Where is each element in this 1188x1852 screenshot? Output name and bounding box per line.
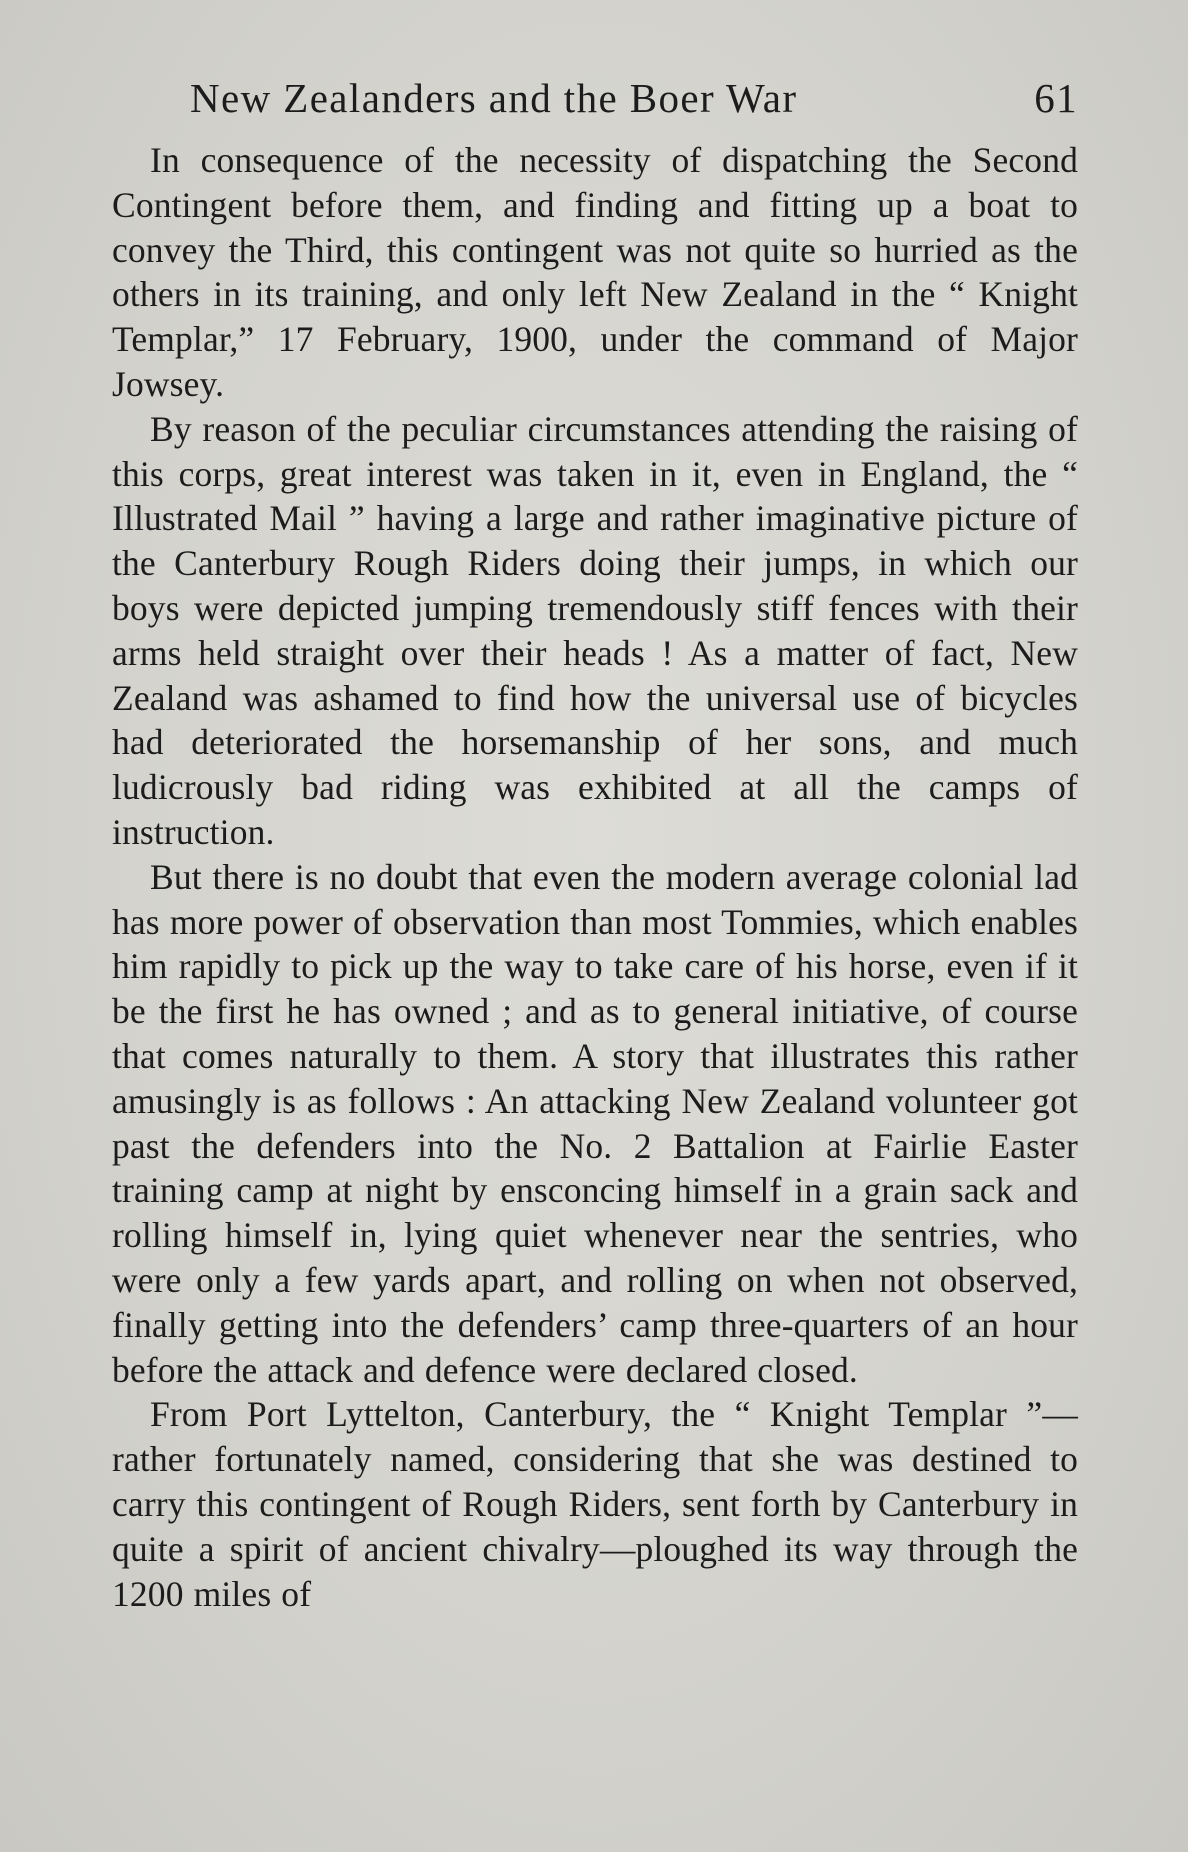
- paragraph: But there is no doubt that even the modern average colonial lad has more power of observation than most Tommies, which enables him rapidly to pick up the way to take care of his horse, even if it be the first he has owned ; and as to general initiative, of course that comes naturally to them. A story that illustrates this rather amusingly is as follows : An attacking New Zealand volunteer got past the defenders into the No. 2 Battalion at Fairlie Easter training camp at night by ensconcing himself in a grain sack and rolling himself in, lying quiet whenever near the sentries, who were only a few yards apart, and rolling on when not observed, finally getting into the defenders’ camp three-quarters of an hour before the attack and defence were declared closed.: [112, 856, 1078, 1390]
- running-header: [190, 70, 1078, 126]
- running-header-title: New Zealanders and the Boer War: [190, 75, 798, 121]
- paragraph: From Port Lyttelton, Canterbury, the “ Knight Templar ”—rather fortunately named, considering that she was destined to carry this contingent of Rough Riders, sent forth by Canterbury in quite a spirit of ancient chivalry—ploughed its way through the 1200 miles of: [112, 1394, 1078, 1614]
- page-number: 61: [1034, 75, 1078, 121]
- paragraph: By reason of the peculiar circumstances attending the raising of this corps, great interest was taken in it, even in England, the “ Illustrated Mail ” having a large and rather imaginative picture of the Canterbury Rough Riders doing their jumps, in which our boys were depicted jumping tremendously stiff fences with their arms held straight over their heads ! As a matter of fact, New Zealand was ashamed to find how the universal use of bicycles had deteriorated the horsemanship of her sons, and much ludicrously bad riding was exhibited at all the camps of instruction.: [112, 408, 1078, 852]
- body-text: [112, 138, 1078, 1616]
- paragraph: In consequence of the necessity of dispatching the Second Contingent before them, and finding and fitting up a boat to convey the Third, this contingent was not quite so hurried as the others in its training, and only left New Zealand in the “ Knight Templar,” 17 February, 1900, under the command of Major Jowsey.: [112, 140, 1078, 404]
